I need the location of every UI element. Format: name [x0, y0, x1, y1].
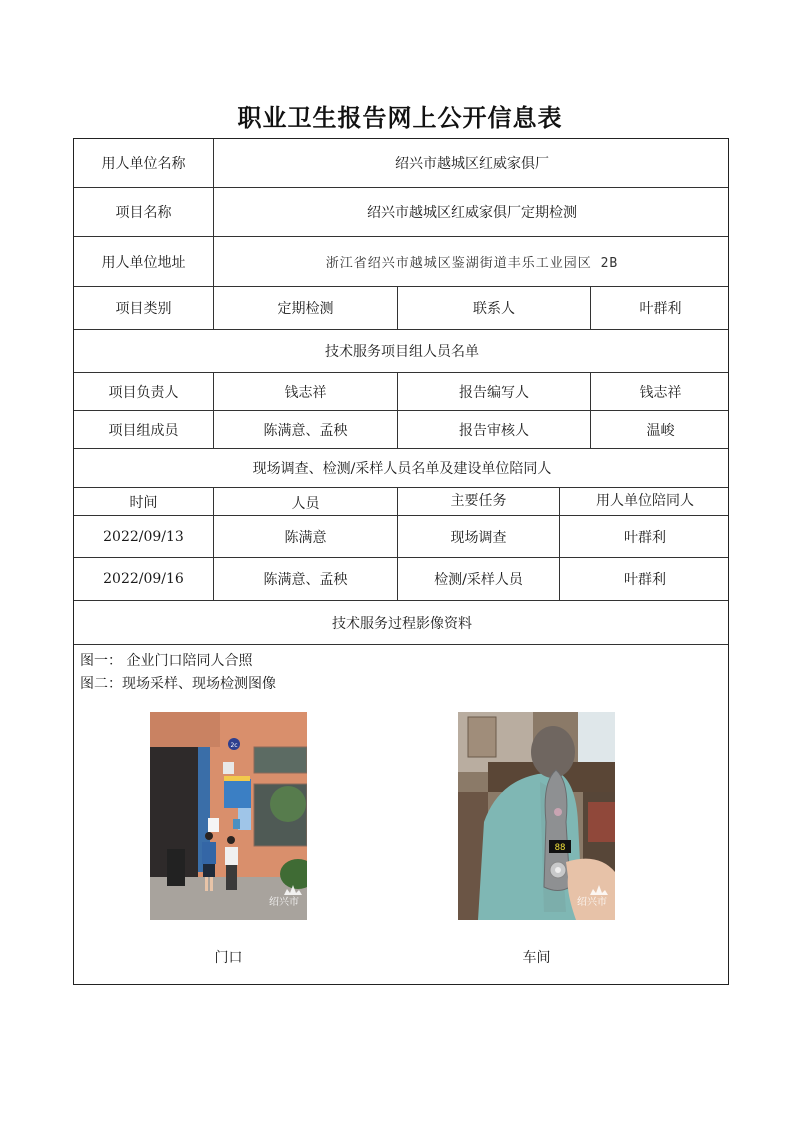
row-staff: 陈满意: [214, 516, 398, 557]
row-employer-address: [74, 237, 728, 287]
media-area: [74, 645, 728, 985]
members-label: 项目组成员: [74, 411, 214, 448]
members-value: 陈满意、孟秧: [214, 411, 398, 448]
project-type-value: 定期检测: [214, 287, 398, 329]
row-task: 检测/采样人员: [398, 558, 560, 600]
reviewer-label: 报告审核人: [398, 411, 591, 448]
field-work-section-title: 现场调查、检测/采样人员名单及建设单位陪同人: [252, 461, 552, 477]
row-escort: 叶群利: [624, 529, 666, 546]
figure-caption-2: 图二：现场采样、现场检测图像: [80, 676, 276, 692]
row-task: 现场调查: [398, 516, 560, 557]
row-staff: 陈满意、孟秧: [214, 558, 398, 600]
contact-label: 联系人: [398, 287, 591, 329]
svg-text:2c: 2c: [230, 742, 238, 749]
row-project-type: [74, 287, 728, 330]
column-header-task: 主要任务: [398, 488, 560, 515]
row-project-name: [74, 188, 728, 237]
leader-label: 项目负责人: [74, 373, 214, 410]
entrance-photo: [150, 712, 307, 920]
media-section-title: 技术服务过程影像资料: [332, 615, 472, 632]
contact-value: 叶群利: [639, 301, 682, 317]
field-work-section-header: [74, 449, 728, 488]
svg-text:88: 88: [554, 843, 566, 853]
column-header-staff: 人员: [214, 488, 398, 515]
city-watermark: 绍兴市: [577, 897, 607, 908]
entrance-photo-label: 门口: [214, 950, 243, 966]
city-watermark: 绍兴市: [269, 897, 299, 908]
team-section-title: 技术服务项目组人员名单: [325, 344, 479, 360]
employer-name-label: 用人单位名称: [74, 139, 214, 187]
project-name-label: 项目名称: [74, 188, 214, 236]
employer-address-value: 浙江省绍兴市越城区鉴湖街道丰乐工业园区 2B: [325, 256, 619, 271]
table-row: [74, 558, 728, 601]
info-table: [73, 138, 729, 985]
workshop-photo-label: 车间: [522, 950, 551, 966]
row-escort: 叶群利: [624, 572, 666, 588]
page-title: 职业卫生报告网上公开信息表: [237, 103, 563, 132]
column-header-escort: 用人单位陪同人: [596, 493, 694, 509]
project-name-value: 绍兴市越城区红威家俱厂定期检测: [367, 205, 577, 221]
employer-name-value: 绍兴市越城区红威家俱厂: [395, 156, 549, 172]
row-team-leader: [74, 373, 728, 411]
row-date: 2022/09/16: [74, 558, 214, 600]
row-team-members: [74, 411, 728, 449]
team-section-header: [74, 330, 728, 373]
figure-caption-1: 图一： 企业门口陪同人合照: [80, 653, 253, 669]
writer-label: 报告编写人: [398, 373, 591, 410]
project-type-label: 项目类别: [74, 287, 214, 329]
leader-value: 钱志祥: [214, 373, 398, 410]
writer-value: 钱志祥: [639, 384, 682, 401]
table-row: [74, 516, 728, 558]
media-section-header: [74, 601, 728, 645]
employer-address-label: 用人单位地址: [74, 237, 214, 286]
reviewer-value: 温峻: [646, 422, 675, 439]
workshop-photo: [458, 712, 615, 920]
column-header-date: 时间: [74, 488, 214, 515]
row-employer-name: [74, 139, 728, 188]
field-work-header-row: [74, 488, 728, 516]
row-date: 2022/09/13: [74, 516, 214, 557]
